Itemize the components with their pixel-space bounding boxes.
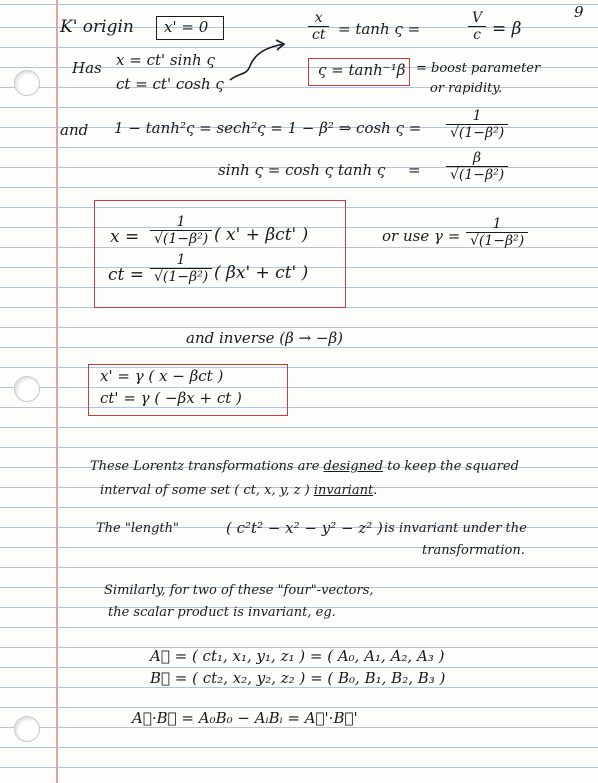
margin-line [56, 0, 58, 783]
rapidity-definition: ς = tanh⁻¹β [318, 61, 406, 79]
v-den: c [473, 27, 481, 44]
or-use-gamma: or use γ = [382, 227, 461, 245]
ct-equation: ct = ct' cosh ς [116, 75, 224, 93]
condition-text: x' = 0 [164, 18, 209, 36]
ct-frac-den: √(1−β²) [154, 269, 209, 286]
cosh-den: √(1−β²) [450, 125, 505, 142]
text-invariant-under: is invariant under the [384, 521, 527, 536]
punch-hole [14, 376, 40, 402]
vector-a-line: A⃗ = ( ct₁, x₁, y₁, z₁ ) = ( A₀, A₁, A₂, A₃ ) [150, 647, 445, 665]
cosh-num: 1 [472, 108, 482, 124]
sinh-num: β [473, 150, 482, 166]
punch-hole [14, 70, 40, 96]
ratio-rhs: = tanh ς = [338, 20, 421, 38]
page-number: 9 [574, 3, 584, 21]
ct-transform-fraction [150, 252, 212, 286]
velocity-fraction [468, 10, 486, 44]
inverse-line-2: ct' = γ ( −βx + ct ) [100, 389, 242, 407]
lorentz-transform-box [94, 200, 346, 308]
v-num: V [472, 10, 483, 26]
interval-expression: ( c²t² − x² − y² − z² ) [226, 519, 383, 537]
sinh-den: √(1−β²) [450, 167, 505, 184]
x-frac-num: 1 [176, 214, 186, 230]
designed-word: designed [323, 459, 384, 474]
ratio-den: ct [312, 27, 326, 44]
punch-hole [14, 716, 40, 742]
text-similarly: Similarly, for two of these "four"-vectors, [104, 583, 374, 598]
gamma-fraction [466, 216, 528, 250]
boost-note-1: = boost parameter [416, 61, 541, 76]
ratio-fraction [308, 10, 329, 44]
gamma-num: 1 [492, 216, 502, 232]
text-line-2: interval of some set ( ct, x, y, z ) invariant. [100, 483, 378, 498]
identity-line-1: 1 − tanh²ς = sech²ς = 1 − β² ⇒ cosh ς = [114, 119, 422, 137]
inverse-line-1: x' = γ ( x − βct ) [100, 367, 224, 385]
beta-symbol: = β [492, 19, 522, 39]
arrow-icon [226, 36, 290, 88]
identity-line-2: sinh ς = cosh ς tanh ς [218, 161, 386, 179]
vector-b-line: B⃗ = ( ct₂, x₂, y₂, z₂ ) = ( B₀, B₁, B₂, B₃ ) [150, 669, 446, 687]
k-origin-label: K' origin [60, 17, 134, 37]
x-transform-lhs: x = [110, 227, 140, 247]
ratio-num: x [314, 10, 323, 26]
text-transformation: transformation. [422, 543, 525, 558]
has-label: Has [72, 59, 102, 77]
dot-product-line: A⃗·B⃗ = A₀B₀ − AᵢBᵢ = A⃗'·B⃗' [132, 709, 358, 727]
sinh-fraction [446, 150, 508, 184]
ct-transform-lhs: ct = [108, 265, 145, 285]
ct-transform-rhs: ( βx' + ct' ) [214, 263, 309, 283]
boost-note-2: or rapidity. [430, 81, 503, 96]
inverse-label: and inverse (β → −β) [186, 329, 344, 347]
x-transform-rhs: ( x' + βct' ) [214, 225, 309, 245]
invariant-word: invariant [313, 483, 374, 498]
sinh-equals: = [408, 161, 421, 179]
x-frac-den: √(1−β²) [154, 231, 209, 248]
text-line-1: These Lorentz transformations are designed to keep the squared [90, 459, 519, 474]
text-length: The "length" [96, 521, 179, 536]
x-transform-fraction [150, 214, 212, 248]
text-scalar-product: the scalar product is invariant, eg. [108, 605, 336, 620]
and-label: and [60, 121, 89, 139]
cosh-fraction [446, 108, 508, 142]
ct-frac-num: 1 [176, 252, 186, 268]
x-equation: x = ct' sinh ς [116, 51, 215, 69]
gamma-den: √(1−β²) [470, 233, 525, 250]
